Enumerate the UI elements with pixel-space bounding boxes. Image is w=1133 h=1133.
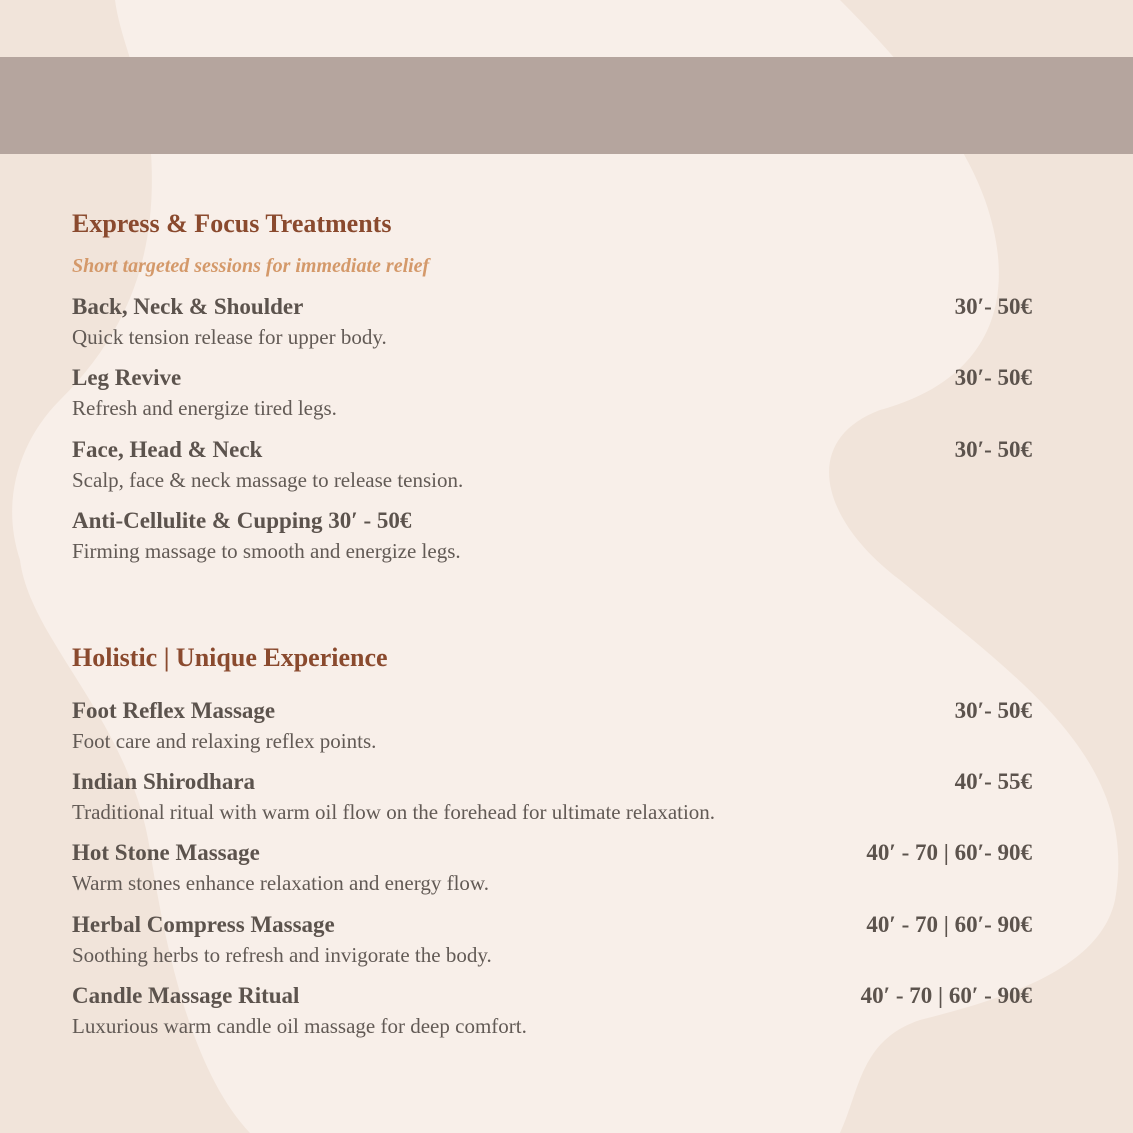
list-item — [72, 769, 1032, 829]
list-item — [72, 437, 1032, 497]
item-description: Soothing herbs to refresh and invigorate the body. — [72, 943, 492, 967]
item-description: Foot care and relaxing reflex points. — [72, 729, 377, 753]
list-item — [72, 912, 1032, 972]
item-name: Anti-Cellulite & Cupping 30′ - 50€ — [72, 508, 412, 533]
list-item — [72, 840, 1032, 900]
item-price: 30′- 50€ — [954, 437, 1032, 462]
list-item — [72, 983, 1032, 1043]
item-price: 40′ - 70 | 60′- 90€ — [866, 840, 1032, 865]
item-price: 40′ - 70 | 60′ - 90€ — [860, 983, 1032, 1008]
item-price: 40′ - 70 | 60′- 90€ — [866, 912, 1032, 937]
item-description: Firming massage to smooth and energize legs. — [72, 539, 461, 563]
item-price: 30′- 50€ — [954, 294, 1032, 319]
section-subtitle-express: Short targeted sessions for immediate relief — [72, 255, 430, 277]
list-item — [72, 508, 1032, 568]
item-name: Herbal Compress Massage — [72, 912, 335, 937]
item-description: Quick tension release for upper body. — [72, 325, 387, 349]
item-name: Foot Reflex Massage — [72, 698, 276, 723]
item-name: Leg Revive — [72, 365, 182, 390]
item-description: Luxurious warm candle oil massage for deep comfort. — [72, 1014, 527, 1038]
item-name: Candle Massage Ritual — [72, 983, 300, 1008]
item-name: Back, Neck & Shoulder — [72, 294, 304, 319]
section-title-express: Express & Focus Treatments — [72, 209, 392, 238]
item-description: Warm stones enhance relaxation and energy flow. — [72, 871, 489, 895]
list-item — [72, 365, 1032, 425]
item-name: Face, Head & Neck — [72, 437, 263, 462]
list-item — [72, 698, 1032, 758]
item-description: Scalp, face & neck massage to release tension. — [72, 468, 464, 492]
item-name: Indian Shirodhara — [72, 769, 256, 794]
header-band — [0, 57, 1133, 154]
item-price: 30′- 50€ — [954, 698, 1032, 723]
item-price: 40′- 55€ — [954, 769, 1032, 794]
item-price: 30′- 50€ — [954, 365, 1032, 390]
item-name: Hot Stone Massage — [72, 840, 260, 865]
item-description: Traditional ritual with warm oil flow on the forehead for ultimate relaxation. — [72, 800, 716, 824]
section-title-holistic: Holistic | Unique Experience — [72, 643, 388, 672]
list-item — [72, 294, 1032, 354]
item-description: Refresh and energize tired legs. — [72, 396, 337, 420]
